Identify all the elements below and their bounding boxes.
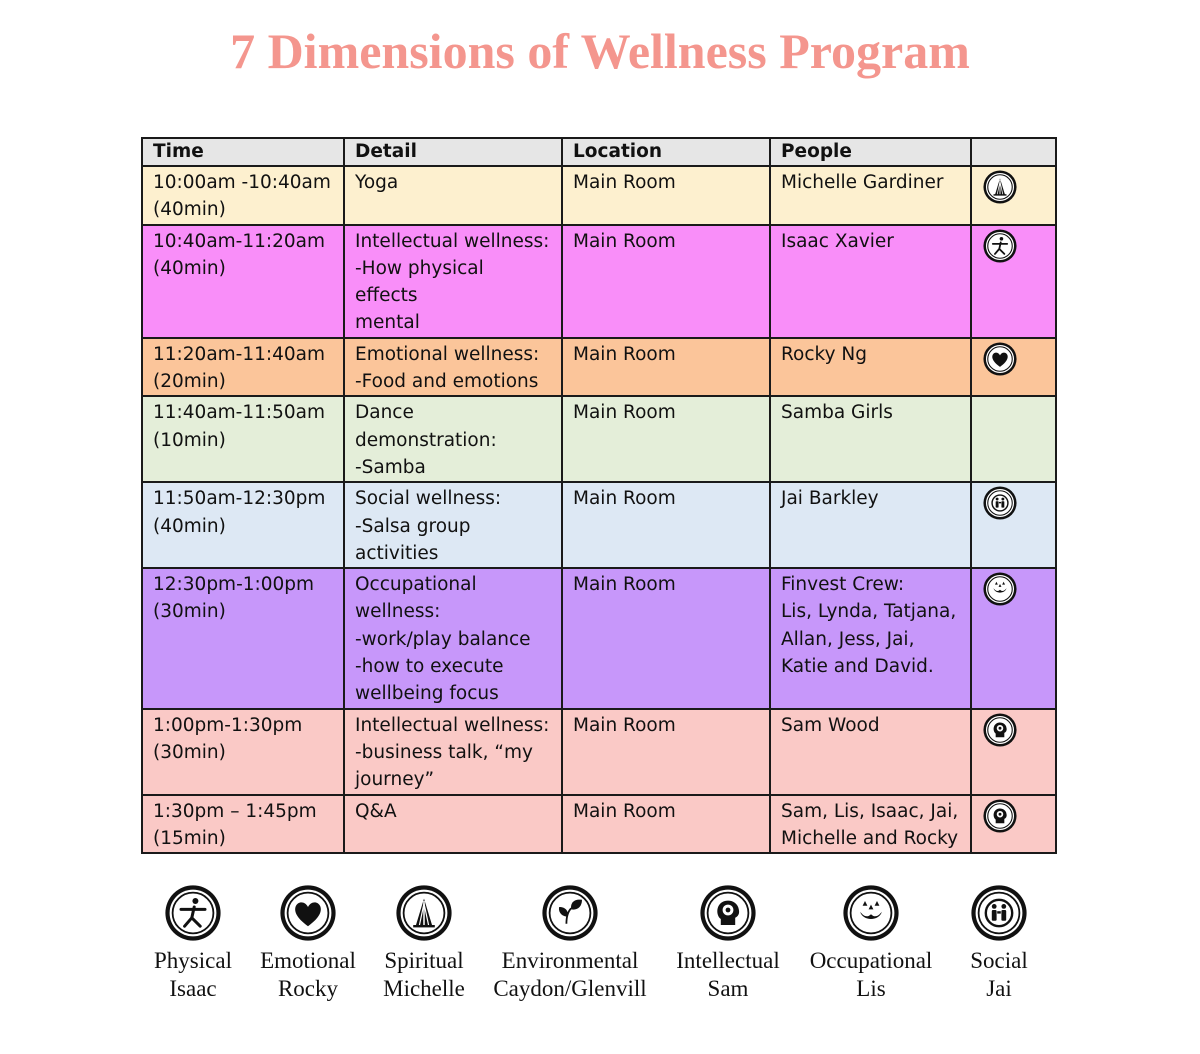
physical-icon (163, 883, 223, 943)
people-cell-line: Katie and David. (781, 656, 934, 678)
table-row (142, 225, 1056, 338)
time-cell-line: 11:40am-11:50am (153, 402, 326, 424)
legend-person: Sam (707, 976, 749, 1001)
people-cell-line: Isaac Xavier (781, 230, 894, 252)
time-cell-line: 10:00am -10:40am (153, 172, 331, 193)
icon-cell (971, 166, 1056, 225)
detail-cell-line: mental (355, 312, 420, 334)
time-cell-line: (10min) (153, 429, 226, 451)
icon-cell (971, 482, 1056, 568)
time-cell-line: (40min) (153, 199, 226, 221)
location-cell: Main Room (562, 568, 770, 708)
people-cell-line: Rocky Ng (781, 343, 867, 365)
people-cell (770, 225, 971, 338)
intellectual-icon (982, 798, 1018, 834)
detail-cell-line: -how to execute (355, 656, 504, 678)
people-cell-line: Samba Girls (781, 402, 893, 424)
detail-cell-line: wellbeing focus (355, 683, 499, 705)
header-icon (971, 138, 1056, 166)
header-location: Location (562, 138, 770, 166)
legend-person: Isaac (169, 976, 217, 1001)
detail-cell-line: activities (355, 542, 439, 564)
detail-cell-line: -Food and emotions (355, 371, 539, 393)
legend-dimension: Emotional (260, 948, 356, 973)
detail-cell (344, 568, 562, 708)
time-cell (142, 795, 344, 854)
people-cell-line: Michelle and Rocky (781, 827, 959, 849)
time-cell (142, 568, 344, 708)
detail-cell-line: -Salsa group (355, 515, 471, 537)
header-people: People (770, 138, 971, 166)
legend-person: Rocky (277, 976, 339, 1001)
social-icon (982, 485, 1018, 521)
time-cell-line: 11:20am-11:40am (153, 343, 326, 365)
legend-dimension: Physical (154, 948, 232, 973)
emotional-icon (278, 883, 338, 943)
table-row (142, 166, 1056, 225)
time-cell-line: 12:30pm-1:00pm (153, 574, 315, 596)
detail-cell (344, 225, 562, 338)
icon-cell (971, 396, 1056, 482)
detail-cell-line: -Samba (355, 456, 426, 478)
legend-person: Caydon/Glenvill (493, 976, 647, 1001)
table-header-row (142, 138, 1056, 166)
table-row (142, 709, 1056, 795)
table-row (142, 482, 1056, 568)
social-icon (969, 883, 1029, 943)
icon-cell (971, 338, 1056, 397)
legend-dimension: Social (970, 948, 1028, 973)
time-cell-line: (30min) (153, 601, 226, 623)
detail-cell-line: Intellectual wellness: (355, 714, 550, 736)
time-cell-line: (20min) (153, 371, 226, 393)
legend-dimension: Environmental (501, 948, 639, 973)
location-cell: Main Room (562, 795, 770, 854)
detail-cell-line: Occupational (355, 574, 477, 596)
detail-cell-line: -How physical effects (355, 257, 484, 307)
time-cell-line: 11:50am-12:30pm (153, 488, 326, 510)
icon-cell (971, 795, 1056, 854)
legend-dimension: Spiritual (384, 948, 464, 973)
people-cell-line: Sam, Lis, Isaac, Jai, (781, 800, 959, 822)
people-cell-line: Allan, Jess, Jai, (781, 628, 915, 650)
detail-cell (344, 795, 562, 854)
environmental-icon (540, 883, 600, 943)
legend-person: Michelle (383, 976, 465, 1001)
time-cell-line: 10:40am-11:20am (153, 230, 326, 252)
detail-cell (344, 166, 562, 225)
people-cell-line: Jai Barkley (781, 488, 879, 510)
detail-cell (344, 338, 562, 397)
time-cell-line: (40min) (153, 257, 226, 279)
intellectual-icon (982, 712, 1018, 748)
detail-cell-line: Emotional wellness: (355, 343, 540, 365)
time-cell (142, 166, 344, 225)
detail-cell-line: Yoga (355, 172, 399, 193)
time-cell (142, 709, 344, 795)
location-cell: Main Room (562, 225, 770, 338)
people-cell (770, 568, 971, 708)
people-cell-line: Sam Wood (781, 714, 880, 736)
icon-cell (971, 225, 1056, 338)
occupational-icon (841, 883, 901, 943)
people-cell (770, 396, 971, 482)
intellectual-icon (698, 883, 758, 943)
spiritual-icon (394, 883, 454, 943)
time-cell (142, 338, 344, 397)
time-cell-line: (40min) (153, 515, 226, 537)
people-cell (770, 338, 971, 397)
time-cell (142, 396, 344, 482)
header-time: Time (142, 138, 344, 166)
occupational-icon (982, 571, 1018, 607)
location-cell: Main Room (562, 166, 770, 225)
physical-icon (982, 228, 1018, 264)
header-detail: Detail (344, 138, 562, 166)
detail-cell-line: journey” (355, 769, 435, 791)
detail-cell-line: -business talk, “my (355, 741, 533, 763)
time-cell-line: 1:00pm-1:30pm (153, 714, 303, 736)
detail-cell-line: Q&A (355, 800, 397, 822)
detail-cell (344, 709, 562, 795)
people-cell (770, 795, 971, 854)
detail-cell-line: Dance (355, 402, 414, 424)
detail-cell-line: wellness: (355, 601, 441, 623)
detail-cell-line: Intellectual wellness: (355, 230, 550, 252)
icon-cell (971, 568, 1056, 708)
schedule-table (141, 137, 1057, 854)
table-row (142, 795, 1056, 854)
detail-cell-line: -work/play balance (355, 628, 531, 650)
people-cell-line: Finvest Crew: (781, 574, 905, 596)
location-cell: Main Room (562, 482, 770, 568)
legend-dimension: Occupational (809, 948, 933, 973)
detail-cell (344, 396, 562, 482)
location-cell: Main Room (562, 338, 770, 397)
detail-cell (344, 482, 562, 568)
location-cell: Main Room (562, 396, 770, 482)
dimensions-legend (0, 883, 1200, 1023)
page-title: 7 Dimensions of Wellness Program (230, 23, 970, 79)
people-cell-line: Michelle Gardiner (781, 172, 944, 193)
people-cell (770, 709, 971, 795)
icon-cell (971, 709, 1056, 795)
time-cell-line: (15min) (153, 827, 226, 849)
location-cell: Main Room (562, 709, 770, 795)
table-row (142, 396, 1056, 482)
spiritual-icon (982, 169, 1018, 205)
table-row (142, 568, 1056, 708)
legend-item (909, 883, 1089, 1003)
table-row (142, 338, 1056, 397)
time-cell-line: 1:30pm – 1:45pm (153, 800, 317, 822)
time-cell (142, 225, 344, 338)
legend-person: Jai (986, 976, 1012, 1001)
people-cell (770, 166, 971, 225)
legend-dimension: Intellectual (676, 948, 780, 973)
time-cell (142, 482, 344, 568)
legend-person: Lis (856, 976, 886, 1001)
time-cell-line: (30min) (153, 741, 226, 763)
detail-cell-line: demonstration: (355, 429, 497, 451)
people-cell-line: Lis, Lynda, Tatjana, (781, 601, 957, 623)
legend-item (480, 883, 660, 1003)
detail-cell-line: Social wellness: (355, 488, 502, 510)
people-cell (770, 482, 971, 568)
emotional-icon (982, 341, 1018, 377)
